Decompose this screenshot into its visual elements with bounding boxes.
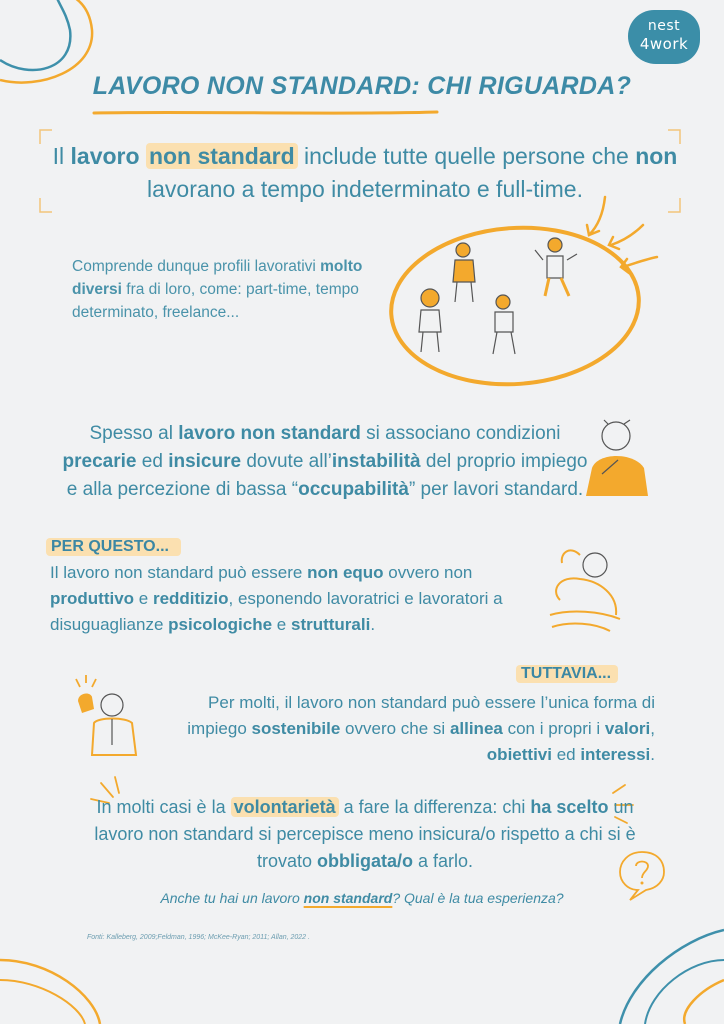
voluntariness-text: In molti casi è la volontarietà a fare la differenza: chi ha scelto un lavoro non standard si percepisce meno insicura/o rispetto a chi si è trovato obbligata/o a farlo. — [94, 797, 636, 871]
section-label-tuttavia: TUTTAVIA... — [516, 665, 618, 683]
precarity-text: Spesso al lavoro non standard si associano condizioni precarie ed insicure dovute all’instabilità del proprio impiego e alla percezione di bassa “occupabilità” per lavori standard. — [62, 423, 588, 500]
worker-illustration — [540, 545, 630, 640]
worker-illustration — [62, 675, 152, 760]
logo-line2: 4work — [639, 35, 689, 53]
worker-illustration — [578, 418, 658, 498]
logo-line1: nest — [647, 18, 681, 34]
question-bubble-icon — [616, 848, 668, 902]
page-title: LAVORO NON STANDARD: CHI RIGUARDA? — [92, 72, 632, 100]
closing-question: Anche tu hai un lavoro non standard? Qual è la tua esperienza? — [160, 890, 564, 906]
profiles-text: Comprende dunque profili lavorativi molto diversi fra di loro, come: part-time, tempo determinato, freelance... — [72, 258, 363, 321]
inequality-text: Il lavoro non standard può essere non equo ovvero non produttivo e redditizio, esponendo lavoratrici e lavoratori a disuguaglianze psicologiche e strutturali. — [50, 563, 503, 634]
intro-text: Il lavoro non standard include tutte quelle persone che non lavorano a tempo indeterminato e full-time. — [52, 143, 678, 202]
curved-lines-decoration — [590, 920, 724, 1024]
sustainability-text: Per molti, il lavoro non standard può essere l’unica forma di impiego sostenibile ovvero che si allinea con i propri i valori, obiettivi ed interessi. — [187, 693, 655, 764]
arrow-icon — [585, 195, 665, 275]
sources-footnote: Fonti: Kalleberg, 2009;Feldman, 1996; McKee-Ryan; 2011; Allan, 2022 . — [87, 934, 310, 941]
curved-lines-decoration — [0, 940, 120, 1024]
logo — [628, 10, 700, 64]
title-underline — [92, 108, 442, 118]
section-label-per-questo: PER QUESTO... — [46, 538, 181, 556]
